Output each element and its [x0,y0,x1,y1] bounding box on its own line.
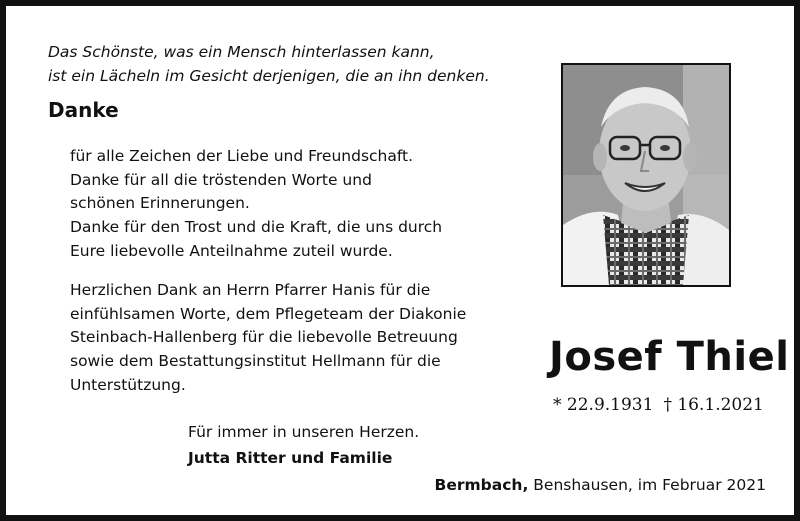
thanks-paragraph [70,145,442,264]
acknowledgement-line: Herzlichen Dank an Herrn Pfarrer Hanis für die [70,281,431,299]
quote-line: ist ein Lächeln im Gesicht derjenigen, die an ihn denken. [48,67,490,85]
memorial-quote [48,40,490,88]
acknowledgement-line: Steinbach-Hallenberg für die liebevolle Betreuung [70,328,458,347]
thanks-line: Eure liebevolle Anteilnahme zuteil wurde. [70,241,393,260]
thanks-line: Danke für all die tröstenden Worte und [70,170,372,189]
signers: Jutta Ritter und Familie [188,449,393,467]
deceased-name: Josef Thiel [549,334,790,380]
portrait-photo [561,63,731,287]
thanks-line: für alle Zeichen der Liebe und Freundschaft. [70,147,414,165]
place-town: Bermbach, [434,476,529,494]
place-rest: Benshausen, im Februar 2021 [528,476,766,494]
acknowledgement-paragraph [70,279,466,398]
acknowledgement-line: sowie dem Bestattungsinstitut Hellmann für die [70,352,441,371]
closing-block [188,419,419,471]
portrait-illustration [563,65,729,285]
life-dates [553,395,764,415]
thanks-line: schönen Erinnerungen. [70,194,250,213]
acknowledgement-line: Unterstützung. [70,375,186,394]
birth-date: * 22.9.1931 [553,395,654,415]
thanks-heading: Danke [48,98,119,122]
death-date: † 16.1.2021 [663,395,764,415]
thanks-line: Danke für den Trost und die Kraft, die uns durch [70,218,443,237]
place-and-date [435,476,766,494]
closing-line: Für immer in unseren Herzen. [188,423,420,441]
quote-line: Das Schönste, was ein Mensch hinterlassen kann, [48,43,435,61]
acknowledgement-line: einfühlsamen Worte, dem Pflegeteam der Diakonie [70,304,467,323]
